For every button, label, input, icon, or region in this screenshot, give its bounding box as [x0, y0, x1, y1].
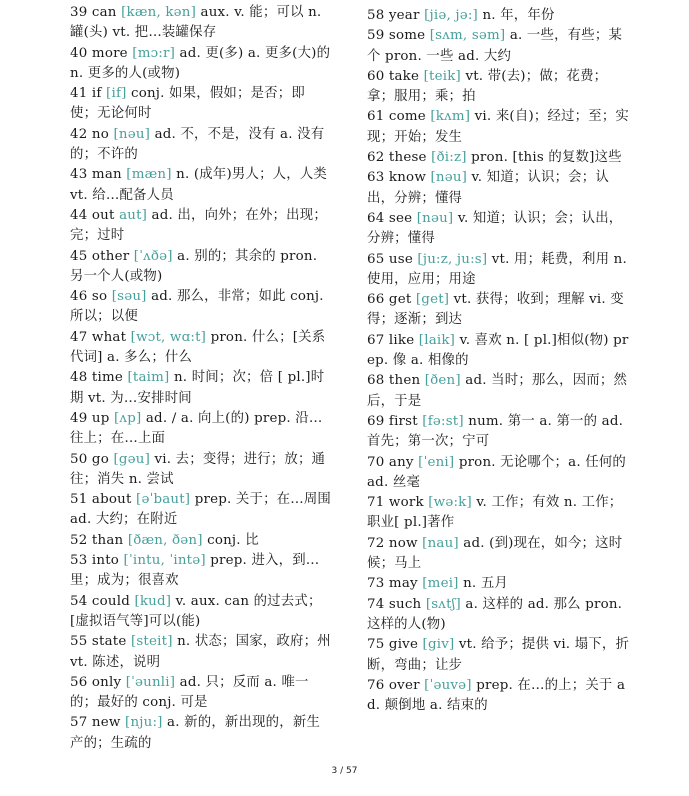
entry-definition: pron. [this 的复数]这些 [471, 150, 622, 166]
entry-number: 68 [367, 373, 385, 389]
vocab-entry [70, 3, 332, 44]
entry-number: 63 [367, 170, 385, 186]
entry-number: 52 [70, 532, 88, 548]
entry-number: 53 [70, 553, 88, 569]
entry-word: take [388, 68, 420, 84]
vocab-entry [367, 290, 633, 331]
entry-definition: pron. 什么；[关系代词] a. 多么；什么 [70, 329, 326, 366]
entry-phonetic: [if] [106, 86, 127, 102]
vocab-entry [70, 44, 332, 85]
vocab-entry [70, 165, 332, 206]
entry-word: up [91, 410, 110, 426]
entry-number: 57 [70, 715, 88, 731]
entry-definition: prep. 进入，到…里；成为；很喜欢 [70, 553, 320, 589]
vocabulary-column-left [70, 0, 332, 754]
entry-word: than [91, 532, 124, 548]
entry-number: 69 [367, 413, 385, 429]
entry-word: could [91, 593, 130, 609]
entry-number: 39 [70, 5, 88, 20]
entry-phonetic: [kud] [134, 593, 172, 609]
entry-word: other [91, 248, 130, 264]
entry-word: then [388, 373, 421, 389]
entry-number: 43 [70, 167, 88, 183]
vocab-entry [367, 635, 633, 676]
entry-phonetic: [jiə, jə:] [424, 8, 478, 23]
entry-definition: vi. 来(自)；经过；至；实现；开始；发生 [367, 109, 629, 145]
entry-phonetic: [ˈəuvə] [424, 677, 472, 693]
entry-phonetic: [kʌm] [430, 109, 471, 125]
entry-definition: vi. 去；变得；进行；放；通往；消失 n. 尝试 [70, 451, 326, 487]
entry-number: 41 [70, 86, 88, 102]
page-number: 3 / 57 [331, 766, 358, 776]
vocab-entry [70, 206, 332, 247]
entry-number: 71 [367, 495, 385, 511]
entry-word: see [388, 210, 413, 226]
entry-number: 70 [367, 454, 385, 470]
vocabulary-column-right [367, 0, 633, 716]
entry-number: 44 [70, 207, 88, 223]
entry-number: 65 [367, 251, 385, 267]
entry-definition: ad. (到)现在，如今；这时候；马上 [367, 535, 623, 572]
entry-number: 42 [70, 126, 88, 142]
vocab-entry [367, 331, 633, 372]
entry-phonetic: [mæn] [126, 167, 172, 183]
entry-definition: n. 时间；次；倍 [ pl.]时期 vt. 为…安排时间 [70, 370, 325, 406]
vocab-entry [70, 409, 332, 450]
entry-phonetic: [steit] [130, 634, 173, 650]
entry-definition: a. 别的；其余的 pron. 另一个人(或物) [70, 248, 318, 284]
entry-word: go [91, 451, 109, 467]
entry-definition: ad. 当时；那么，因而；然后，于是 [367, 373, 628, 409]
entry-word: such [388, 596, 422, 612]
entry-phonetic: [nau] [422, 535, 459, 551]
vocab-entry [70, 368, 332, 409]
entry-phonetic: [get] [415, 292, 450, 308]
entry-definition: vt. 获得；收到；理解 vi. 变得；逐渐；到达 [367, 292, 624, 328]
entry-definition: ad. 那么，非常；如此 conj. 所以；以便 [70, 289, 324, 325]
entry-definition: vt. 给予；提供 vi. 塌下，折断，弯曲；让步 [367, 637, 630, 673]
entry-definition: num. 第一 a. 第一的 ad. 首先；第一次；宁可 [367, 413, 624, 450]
vocab-entry [70, 490, 332, 531]
entry-phonetic: [ˈʌðə] [133, 248, 173, 264]
entry-phonetic: [sʌtʃ] [425, 596, 461, 612]
entry-phonetic: [nəu] [416, 210, 454, 226]
entry-word: only [91, 674, 122, 690]
entry-definition: v. 知道；认识；会；认出，分辨；懂得 [367, 170, 609, 206]
entry-phonetic: [wə:k] [428, 495, 472, 511]
entry-word: like [388, 332, 415, 348]
vocab-entry [367, 595, 633, 636]
entry-definition: n. 五月 [463, 576, 508, 592]
entry-definition: conj. 比 [207, 532, 259, 548]
entry-word: some [388, 28, 426, 44]
entry-phonetic: [ˈintu, ˈintə] [123, 553, 206, 569]
entry-word: what [91, 329, 127, 345]
entry-definition: v. 喜欢 n. [ pl.]相似(物) prep. 像 a. 相像的 [367, 332, 629, 369]
entry-number: 45 [70, 248, 88, 264]
entry-phonetic: [əˈbaut] [136, 492, 191, 508]
entry-number: 51 [70, 492, 88, 508]
entry-definition: vt. 用；耗费，利用 n. 使用，应用；用途 [367, 251, 627, 287]
entry-number: 61 [367, 109, 385, 125]
entry-phonetic: [fə:st] [422, 413, 464, 429]
entry-phonetic: [nəu] [430, 170, 468, 186]
entry-word: man [91, 167, 122, 183]
entry-word: no [91, 126, 110, 142]
entry-word: work [388, 495, 424, 511]
entry-phonetic: [ðen] [424, 373, 461, 389]
entry-phonetic: [wɔt, wɑ:t] [130, 329, 207, 345]
entry-number: 72 [367, 535, 385, 551]
entry-phonetic: [laik] [418, 332, 456, 348]
entry-phonetic: [ˈeni] [418, 454, 455, 470]
vocab-entry [70, 287, 332, 328]
entry-word: if [91, 86, 102, 102]
entry-word: first [388, 413, 418, 429]
entry-number: 40 [70, 45, 88, 61]
entry-number: 46 [70, 289, 88, 305]
vocab-entry [367, 453, 633, 494]
vocab-entry [70, 328, 332, 369]
entry-word: come [388, 109, 426, 125]
vocab-entry [70, 632, 332, 673]
entry-definition: n. 年，年份 [482, 8, 555, 23]
entry-number: 74 [367, 596, 385, 612]
entry-definition: conj. 如果，假如；是否；即使；无论何时 [70, 86, 305, 122]
entry-definition: aux. v. 能；可以 n. 罐(头) vt. 把…装罐保存 [70, 5, 322, 41]
entry-phonetic: [giv] [422, 637, 455, 653]
vocab-entry [367, 371, 633, 412]
vocab-entry [367, 493, 633, 534]
entry-definition: prep. 在…的上；关于 ad. 颠倒地 a. 结束的 [367, 677, 626, 714]
entry-word: out [91, 207, 115, 223]
entry-word: know [388, 170, 426, 186]
entry-definition: ad. 只；反而 a. 唯一的；最好的 conj. 可是 [70, 674, 309, 711]
vocab-entry [367, 148, 633, 168]
entry-number: 59 [367, 28, 385, 44]
entry-word: new [91, 715, 121, 731]
entry-number: 56 [70, 674, 88, 690]
entry-number: 62 [367, 150, 385, 166]
entry-number: 54 [70, 593, 88, 609]
vocab-entry [367, 250, 633, 291]
vocab-entry [367, 676, 633, 717]
vocab-entry [70, 592, 332, 633]
entry-number: 66 [367, 292, 385, 308]
entry-word: more [91, 45, 128, 61]
entry-word: state [91, 634, 127, 650]
entry-number: 55 [70, 634, 88, 650]
entry-word: into [91, 553, 120, 569]
entry-phonetic: [ðæn, ðən] [127, 532, 203, 548]
vocab-entry [367, 67, 633, 108]
entry-phonetic: [taim] [127, 370, 170, 386]
entry-definition: ad. / a. 向上(的) prep. 沿…往上；在…上面 [70, 410, 323, 447]
entry-phonetic: [mɔ:r] [132, 45, 176, 61]
entry-definition: prep. 关于；在…周围 ad. 大约；在附近 [70, 492, 332, 528]
entry-phonetic: aut] [119, 207, 148, 223]
entry-definition: a. 新的，新出现的，新生产的；生疏的 [70, 715, 321, 751]
entry-number: 76 [367, 677, 385, 693]
vocab-entry [367, 209, 633, 250]
entry-definition: v. 工作；有效 n. 工作；职业[ pl.]著作 [367, 495, 623, 531]
entry-phonetic: [nəu] [113, 126, 151, 142]
vocab-entry [70, 247, 332, 288]
entry-number: 58 [367, 8, 385, 23]
vocab-entry [70, 551, 332, 592]
entry-number: 73 [367, 576, 385, 592]
entry-definition: vt. 带(去)；做；花费；拿；服用；乘；拍 [367, 68, 608, 105]
entry-phonetic: [gəu] [113, 451, 151, 467]
vocab-entry [367, 168, 633, 209]
entry-phonetic: [mei] [422, 576, 459, 592]
entry-word: give [388, 637, 419, 653]
vocab-entry [367, 6, 633, 26]
entry-word: so [91, 289, 108, 305]
entry-word: may [388, 576, 418, 592]
entry-number: 49 [70, 410, 88, 426]
vocab-entry [70, 450, 332, 491]
entry-definition: ad. 不，不是，没有 a. 没有的；不许的 [70, 126, 325, 163]
entry-word: now [388, 535, 418, 551]
entry-word: about [91, 492, 132, 508]
entry-definition: pron. 无论哪个；a. 任何的 ad. 丝毫 [367, 454, 627, 490]
entry-number: 75 [367, 637, 385, 653]
vocab-entry [70, 84, 332, 125]
vocab-entry [70, 125, 332, 166]
entry-definition: ad. 出，向外；在外；出现；完；过时 [70, 207, 327, 244]
entry-word: get [388, 292, 412, 308]
entry-definition: a. 这样的 ad. 那么 pron. 这样的人(物) [367, 596, 623, 632]
entry-number: 50 [70, 451, 88, 467]
entry-number: 67 [367, 332, 385, 348]
entry-number: 47 [70, 329, 88, 345]
vocab-entry [367, 107, 633, 148]
entry-phonetic: [səu] [111, 289, 147, 305]
entry-definition: n. (成年)男人；人，人类 vt. 给…配备人员 [70, 167, 328, 203]
entry-phonetic: [sʌm, səm] [429, 28, 506, 44]
entry-word: over [388, 677, 420, 693]
entry-phonetic: [ði:z] [431, 150, 467, 166]
vocab-entry [70, 531, 332, 551]
entry-phonetic: [ʌp] [114, 410, 142, 426]
entry-word: year [388, 8, 420, 23]
entry-definition: v. aux. can 的过去式；[虚拟语气等]可以(能) [70, 593, 322, 629]
entry-phonetic: [ˈəunli] [125, 674, 176, 690]
vocab-entry [367, 574, 633, 594]
entry-word: use [388, 251, 413, 267]
entry-word: these [388, 150, 427, 166]
entry-number: 48 [70, 370, 88, 386]
entry-phonetic: [kæn, kən] [121, 5, 197, 20]
vocab-entry [367, 26, 633, 67]
entry-definition: v. 知道；认识；会；认出，分辨；懂得 [367, 210, 623, 247]
entry-phonetic: [teik] [423, 68, 461, 84]
entry-word: can [91, 5, 117, 20]
entry-definition: a. 一些，有些；某个 pron. 一些 ad. 大约 [367, 28, 623, 64]
vocab-entry [70, 713, 332, 754]
entry-word: time [91, 370, 124, 386]
entry-phonetic: [nju:] [125, 715, 163, 731]
entry-definition: n. 状态；国家，政府；州 vt. 陈述，说明 [70, 634, 331, 670]
vocab-entry [367, 534, 633, 575]
vocab-entry [367, 412, 633, 453]
entry-definition: ad. 更(多) a. 更多(大)的 n. 更多的人(或物) [70, 45, 331, 81]
entry-word: any [388, 454, 414, 470]
entry-number: 64 [367, 210, 385, 226]
vocab-entry [70, 673, 332, 714]
entry-number: 60 [367, 68, 385, 84]
entry-phonetic: [ju:z, ju:s] [417, 251, 488, 267]
